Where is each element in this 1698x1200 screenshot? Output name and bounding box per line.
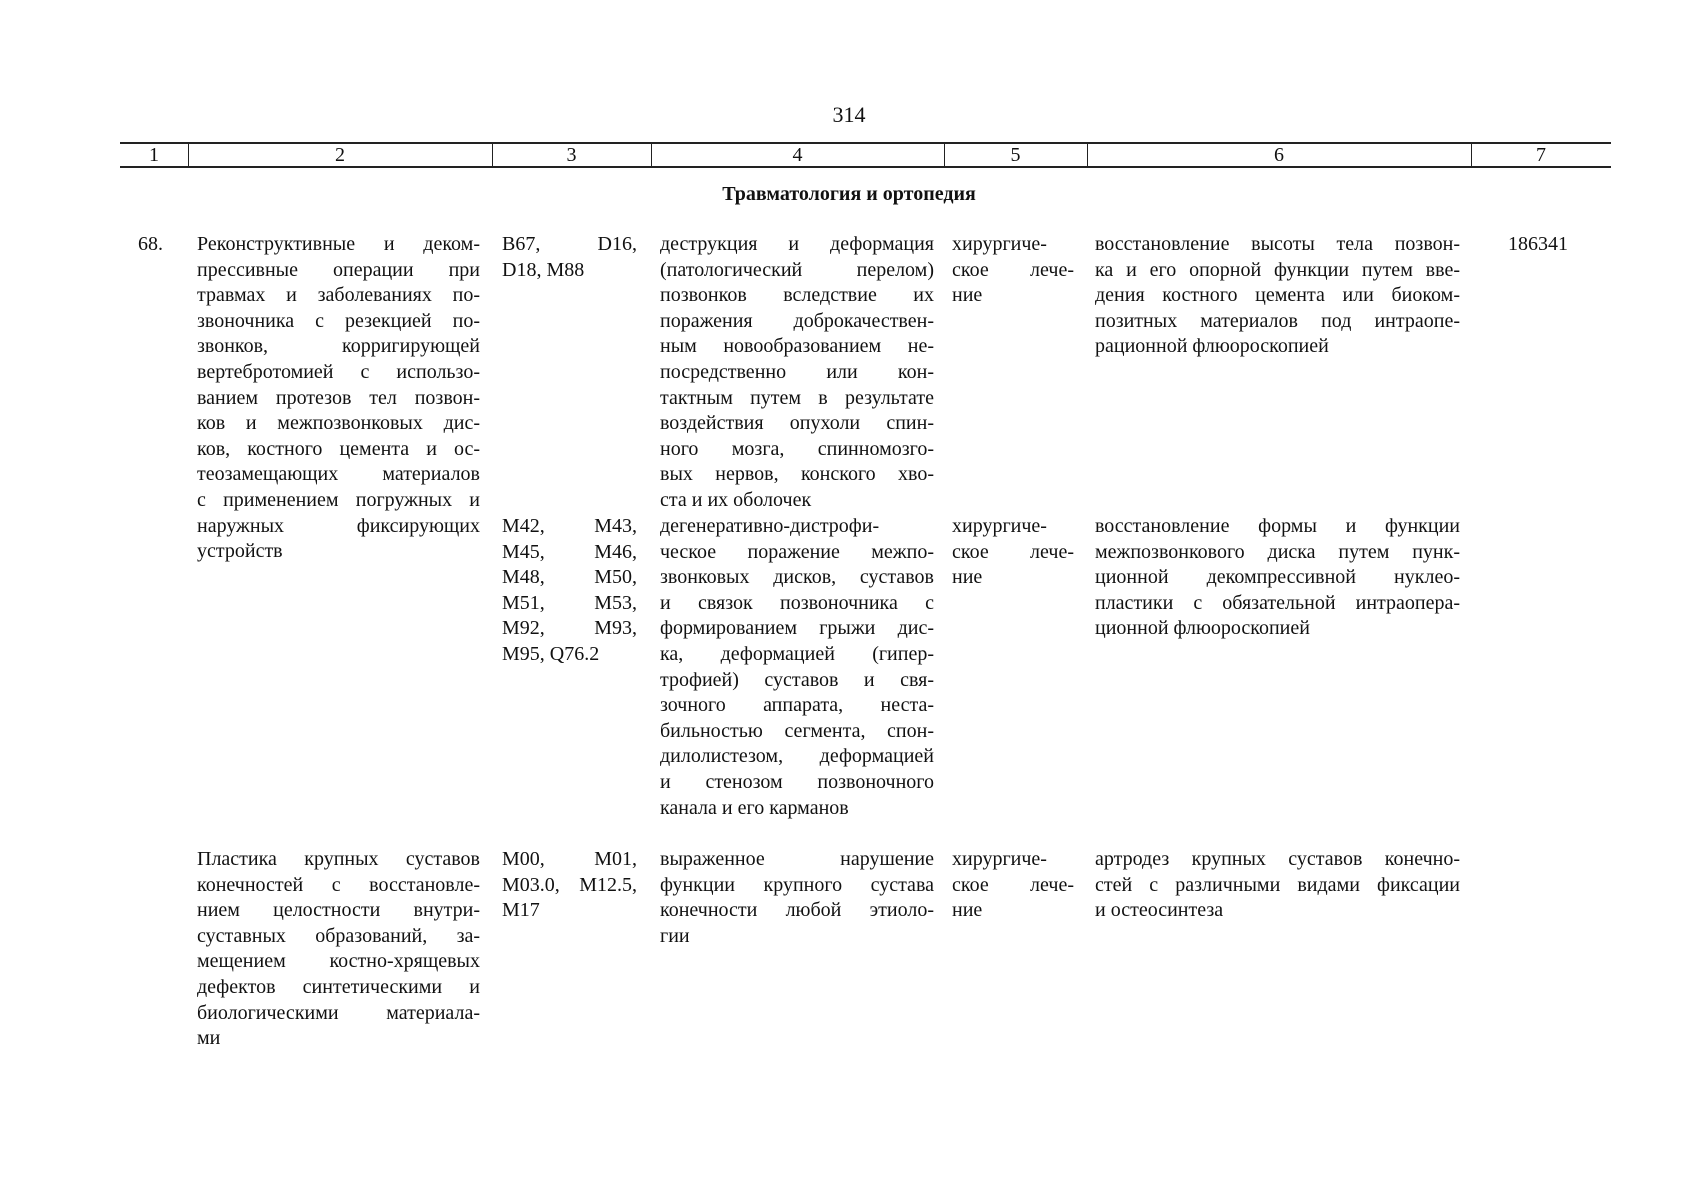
patient-model-cell [660,514,934,821]
column-number-header [120,142,1611,168]
text-line: позвонков вследствие их [660,284,934,307]
icd-codes-cell [502,232,637,283]
text-line: ние [952,284,983,307]
text-line: дегенеративно-дистрофи- [660,515,880,537]
text-line: воздействия опухоли спин- [660,412,934,435]
text-line: M00, M01, [502,848,637,870]
text-line: конечностей с восстановле- [197,873,480,896]
text-line: M48, M50, [502,566,637,589]
entry-number: 68. [138,233,163,255]
text-line: гии [660,924,690,947]
text-line: ным новообразованием не- [660,335,934,358]
text-line: нием целостности внутри- [197,899,480,922]
text-line: поражения доброкачествен- [660,309,934,332]
text-line: суставных образований, за- [197,924,480,947]
treatment-method-cell [1095,847,1460,924]
column-number: 1 [149,144,159,166]
treatment-type-cell [952,847,1074,924]
text-line: ка, деформацией (гипер- [660,642,934,665]
text-line: ское лече- [952,258,1074,281]
text-line: бильностью сегмента, спон- [660,719,934,742]
text-line: выраженное нарушение [660,848,934,870]
page-number: 314 [832,102,866,127]
text-line: прессивные операции при [197,258,480,281]
text-line: и связок позвоночника с [660,591,934,614]
text-line: хирургиче- [952,515,1047,537]
text-line: ка и его опорной функции путем вве- [1095,258,1460,281]
text-line: деструкция и деформация [660,233,934,255]
column-number: 7 [1536,144,1546,166]
text-line: дефектов синтетическими и [197,975,480,998]
treatment-method-cell [1095,514,1460,642]
text-line: межпозвонкового диска путем пунк- [1095,540,1460,563]
text-line: M17 [502,899,540,922]
text-line: ние [952,899,983,922]
text-line: с применением погружных и [197,488,480,511]
text-line: M92, M93, [502,617,637,640]
text-line: биологическими материала- [197,1001,480,1024]
text-line: ста и их оболочек [660,488,812,511]
treatment-method-cell [1095,232,1460,360]
text-line: ское лече- [952,873,1074,896]
entry-name-cell [197,847,480,1052]
text-line: ционной декомпрессивной нуклео- [1095,566,1460,589]
text-line: позитных материалов под интраопе- [1095,309,1460,332]
text-line: мещением костно-хрящевых [197,950,480,973]
text-line: звонков, корригирующей [197,335,480,358]
text-line: ние [952,566,983,589]
text-line: Реконструктивные и деком- [197,233,480,255]
text-line: трофией) суставов и свя- [660,668,934,691]
text-line: ванием протезов тел позвон- [197,386,480,409]
text-line: формированием грыжи дис- [660,617,934,640]
column-number: 4 [792,144,803,166]
text-line: канала и его карманов [660,796,849,819]
text-line: зочного аппарата, неста- [660,694,934,717]
text-line: дилолистезом, деформацией [660,745,934,768]
text-line: M42, M43, [502,515,637,537]
price-cell: 186341 [1508,233,1568,255]
text-line: ми [197,1027,221,1050]
text-line: восстановление высоты тела позвон- [1095,233,1460,255]
text-line: тактным путем в результате [660,386,934,409]
text-line: и остеосинтеза [1095,899,1224,922]
text-line: M45, M46, [502,540,637,563]
icd-codes-cell [502,514,637,668]
text-line: D18, M88 [502,258,585,281]
section-title: Травматология и ортопедия [722,183,976,205]
treatment-type-cell [952,514,1074,591]
text-line: ционной флюороскопией [1095,617,1310,640]
column-number: 6 [1274,144,1284,166]
text-line: артродез крупных суставов конечно- [1095,848,1460,870]
text-line: ское лече- [952,540,1074,563]
text-line: (патологический перелом) [660,258,934,281]
column-number: 2 [335,144,345,166]
text-line: пластики с обязательной интраопера- [1095,591,1460,614]
text-line: устройств [197,540,283,563]
text-line: B67, D16, [502,233,637,255]
text-line: M51, M53, [502,591,637,614]
text-line: M03.0, M12.5, [502,873,637,896]
text-line: ного мозга, спинномозго- [660,437,934,460]
text-line: ческое поражение межпо- [660,540,934,563]
text-line: и стенозом позвоночного [660,770,934,793]
text-line: звоночника с резекцией по- [197,309,480,332]
icd-codes-cell [502,847,637,924]
text-line: дения костного цемента или биоком- [1095,284,1460,307]
text-line: звонковых дисков, суставов [660,566,934,589]
patient-model-cell [660,847,934,949]
patient-model-cell [660,232,934,514]
text-line: конечности любой этиоло- [660,899,934,922]
text-line: рационной флюороскопией [1095,335,1329,358]
entry-name-cell [197,232,480,565]
column-number: 5 [1010,144,1021,166]
text-line: наружных фиксирующих [197,514,480,537]
text-line: теозамещающих материалов [197,463,480,486]
text-line: вертебротомией с использо- [197,360,480,383]
text-line: функции крупного сустава [660,873,934,896]
text-line: ков и межпозвонковых дис- [197,412,480,435]
treatment-type-cell [952,232,1074,309]
text-line: ков, костного цемента и ос- [197,437,480,460]
text-line: Пластика крупных суставов [197,848,480,870]
text-line: хирургиче- [952,233,1047,255]
text-line: восстановление формы и функции [1095,515,1460,537]
text-line: M95, Q76.2 [502,642,600,665]
text-line: травмах и заболеваниях по- [197,284,480,307]
column-number: 3 [566,144,577,166]
text-line: стей с различными видами фиксации [1095,873,1460,896]
text-line: хирургиче- [952,848,1047,870]
text-line: вых нервов, конского хво- [660,463,934,486]
text-line: посредственно или кон- [660,360,934,383]
